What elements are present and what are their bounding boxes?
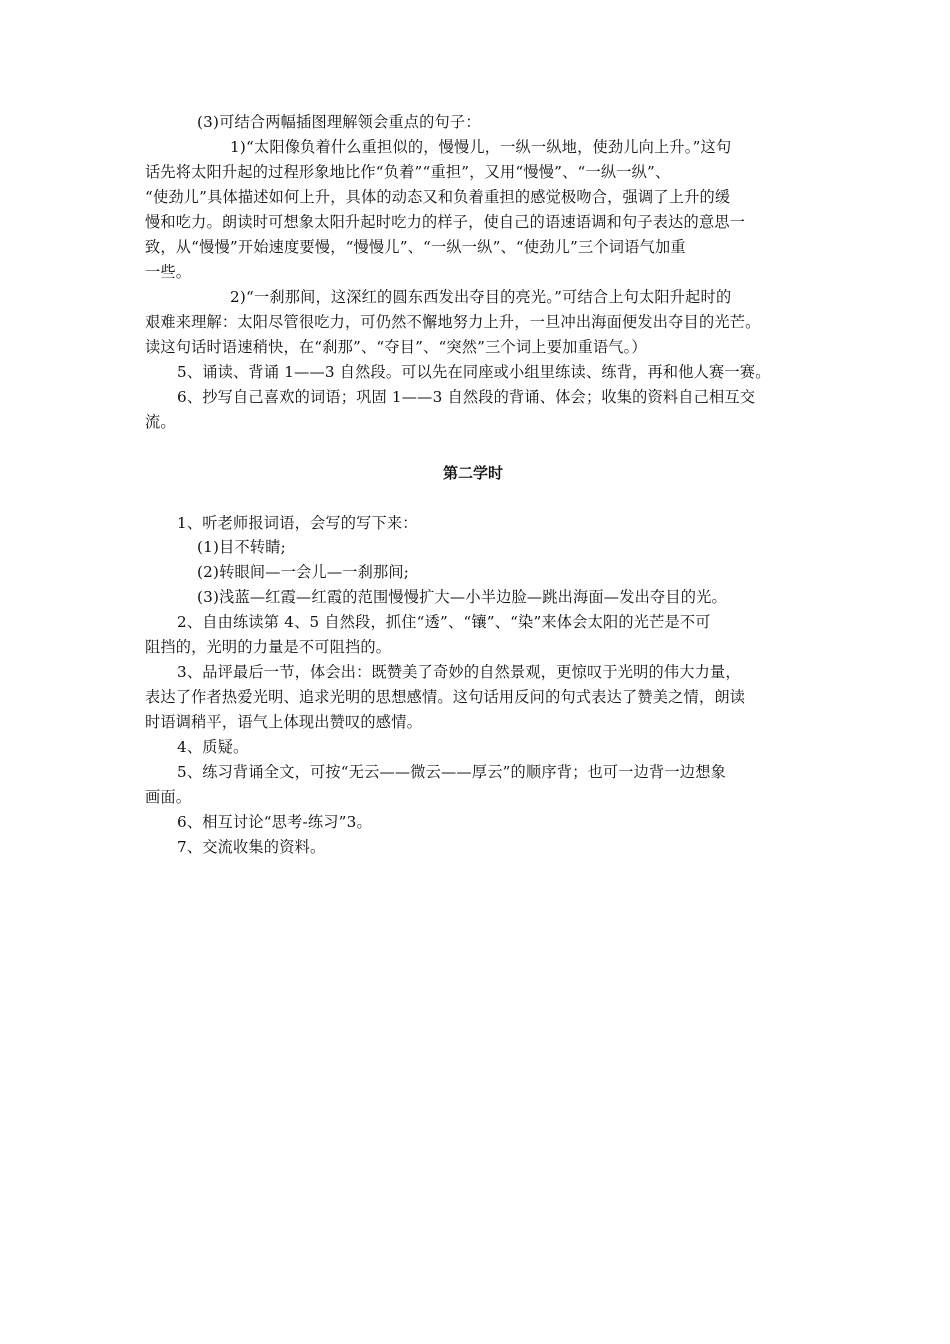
sub2-line-2: 艰难来理解：太阳尽管很吃力，可仍然不懈地努力上升，一旦冲出海面便发出夺目的光芒。	[145, 313, 761, 331]
s2-item1-sub1: (1)目不转睛;	[197, 538, 286, 556]
item3-title: (3)可结合两幅插图理解领会重点的句子：	[197, 113, 481, 131]
s2-item1: 1、听老师报词语，会写的写下来：	[177, 514, 418, 532]
sub2-line-1: 2)“一刹那间，这深红的圆东西发出夺目的亮光。”可结合上句太阳升起时的	[230, 288, 732, 306]
copy-item-line-2: 流。	[145, 413, 176, 431]
s2-item5-line-2: 画面。	[145, 788, 192, 806]
sub1-line-5: 致，从“慢慢”开始速度要慢，“慢慢儿”、“一纵一纵”、“使劲儿”三个词语气加重	[145, 238, 686, 256]
s2-item1-sub3: (3)浅蓝—红霞—红霞的范围慢慢扩大—小半边脸—跳出海面—发出夺目的光。	[197, 588, 727, 606]
s2-item3-line-1: 3、品评最后一节，体会出：既赞美了奇妙的自然景观，更惊叹于光明的伟大力量，	[177, 663, 741, 681]
s2-item2-line-1: 2、自由练读第 4、5 自然段，抓住“透”、“镶”、“染”来体会太阳的光芒是不可	[177, 613, 711, 631]
sub1-line-4: 慢和吃力。朗读时可想象太阳升起时吃力的样子，使自己的语速语调和句子表达的意思一	[145, 213, 746, 231]
recite-item: 5、诵读、背诵 1——3 自然段。可以先在同座或小组里练读、练背，再和他人赛一赛。	[177, 363, 771, 381]
s2-item2-line-2: 阻挡的，光明的力量是不可阻挡的。	[145, 638, 392, 656]
sub2-line-3: 读这句话时语速稍快，在“刹那”、“夺目”、“突然”三个词上要加重语气。）	[145, 338, 647, 356]
sub1-line-6: 一些。	[145, 263, 192, 281]
section-heading: 第二学时	[443, 464, 504, 482]
sub1-line-2: 话先将太阳升起的过程形象地比作“负着”“重担”，又用“慢慢”、“一纵一纵”、	[145, 163, 671, 181]
s2-item1-sub2: (2)转眼间—一会儿—一刹那间;	[197, 563, 410, 581]
s2-item7: 7、交流收集的资料。	[177, 838, 326, 856]
sub1-line-3: “使劲儿”具体描述如何上升，具体的动态又和负着重担的感觉极吻合，强调了上升的缓	[145, 188, 731, 206]
sub1-line-1: 1)“太阳像负着什么重担似的，慢慢儿，一纵一纵地，使劲儿向上升。”这句	[230, 138, 732, 156]
s2-item5-line-1: 5、练习背诵全文，可按“无云——微云——厚云”的顺序背；也可一边背一边想象	[177, 763, 726, 781]
s2-item6: 6、相互讨论“思考-练习”3。	[177, 813, 372, 831]
s2-item3-line-3: 时语调稍平，语气上体现出赞叹的感情。	[145, 713, 422, 731]
copy-item-line-1: 6、抄写自己喜欢的词语；巩固 1——3 自然段的背诵、体会；收集的资料自己相互交	[177, 388, 756, 406]
s2-item4: 4、质疑。	[177, 738, 249, 756]
s2-item3-line-2: 表达了作者热爱光明、追求光明的思想感情。这句话用反问的句式表达了赞美之情，朗读	[145, 688, 746, 706]
